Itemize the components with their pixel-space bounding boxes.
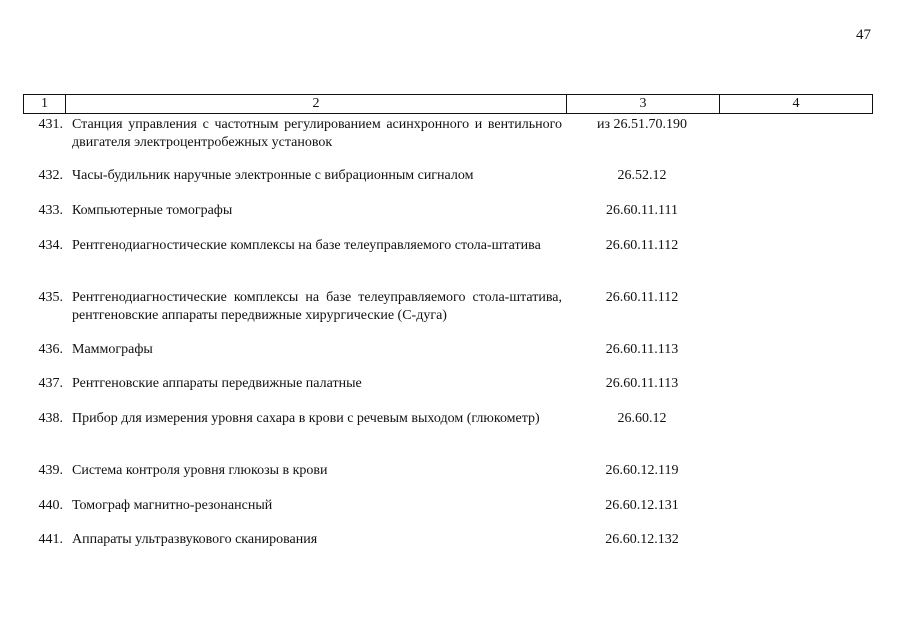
- row-code: 26.60.11.113: [605, 376, 679, 391]
- page-number: 47: [856, 27, 871, 43]
- row-name: Станция управления с частотным регулированием асинхронного и вентильного двигателя электроцентробежных установок: [72, 117, 562, 150]
- row-number: 434.: [38, 238, 63, 253]
- column-header-table: [23, 94, 873, 114]
- row-number: 441.: [38, 532, 63, 547]
- row-name: Аппараты ультразвукового сканирования: [72, 532, 318, 547]
- column-header-2: 2: [66, 95, 567, 114]
- row-number: 439.: [38, 463, 63, 478]
- row-code: 26.60.12: [617, 411, 667, 426]
- row-number: 440.: [38, 498, 63, 513]
- column-header-3: 3: [567, 95, 720, 114]
- row-name: Часы-будильник наручные электронные с вибрационным сигналом: [72, 168, 474, 183]
- row-number: 431.: [38, 117, 63, 132]
- row-code: 26.60.11.112: [605, 238, 679, 253]
- row-code: 26.52.12: [617, 168, 667, 183]
- row-code: 26.60.11.113: [605, 342, 679, 357]
- row-name: Маммографы: [72, 342, 153, 357]
- row-number: 437.: [38, 376, 63, 391]
- row-number: 433.: [38, 203, 63, 218]
- row-code: 26.60.11.112: [605, 290, 679, 305]
- column-header-row: [24, 95, 873, 114]
- row-number: 436.: [38, 342, 63, 357]
- row-code: 26.60.12.119: [605, 463, 679, 478]
- row-name: Рентгенодиагностические комплексы на базе телеуправляемого стола-штатива, рентгеновские аппараты передвижные хирургические (С-дуга): [72, 290, 562, 323]
- row-name: Прибор для измерения уровня сахара в крови с речевым выходом (глюкометр): [72, 411, 540, 426]
- row-name: Томограф магнитно-резонансный: [72, 498, 273, 513]
- row-code: из 26.51.70.190: [596, 117, 688, 132]
- row-name: Компьютерные томографы: [72, 203, 233, 218]
- row-number: 438.: [38, 411, 63, 426]
- row-code: 26.60.11.111: [606, 203, 678, 218]
- row-number: 435.: [38, 290, 63, 305]
- row-code: 26.60.12.131: [605, 498, 679, 513]
- row-number: 432.: [38, 168, 63, 183]
- row-name: Система контроля уровня глюкозы в крови: [72, 463, 328, 478]
- column-header-1: 1: [24, 95, 66, 114]
- row-name: Рентгеновские аппараты передвижные палатные: [72, 376, 362, 391]
- column-header-4: 4: [720, 95, 873, 114]
- row-code: 26.60.12.132: [605, 532, 679, 547]
- row-name: Рентгенодиагностические комплексы на базе телеуправляемого стола-штатива: [72, 238, 541, 253]
